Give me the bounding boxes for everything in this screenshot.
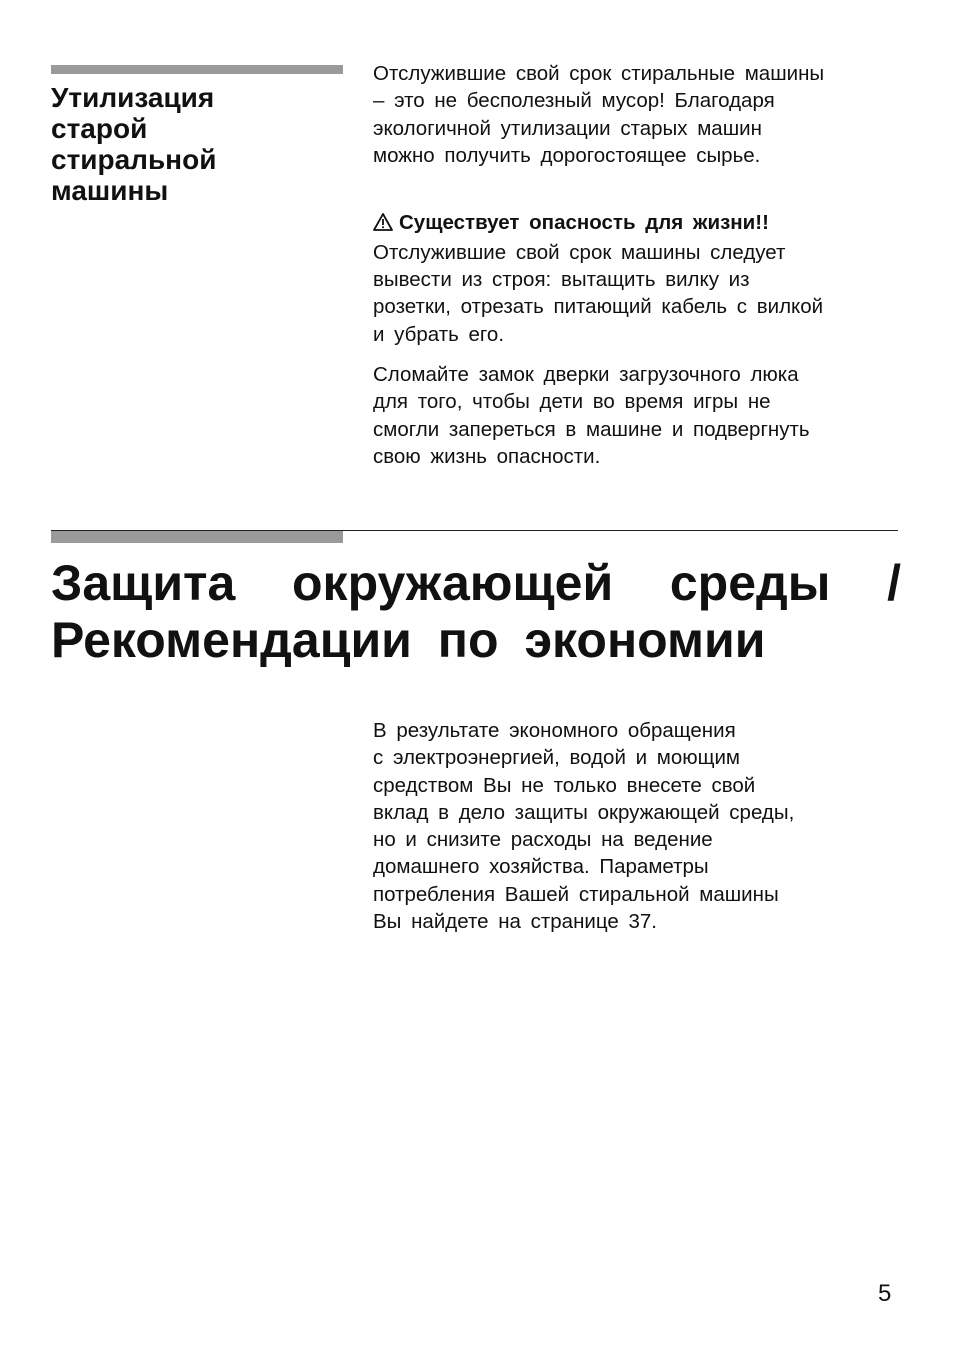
warning-triangle-icon bbox=[373, 211, 393, 238]
environment-body bbox=[373, 717, 903, 935]
page-number: 5 bbox=[878, 1280, 892, 1307]
environment-title bbox=[51, 555, 901, 669]
environment-title-line-1: Защита окружающей среды / bbox=[51, 555, 901, 611]
warning-text: Отслужившие свой срок машины следует вывести из строя: вытащить вилку из розетки, отрезать питающий кабель с вилкой и убрать его. bbox=[373, 240, 824, 346]
disposal-paragraph-3: Сломайте замок дверки загрузочного люка для того, чтобы дети во время игры не смогли запереться в машине и подвергнуть свою жизнь опасности. bbox=[373, 362, 810, 468]
disposal-paragraph-1: Отслужившие свой срок стиральные машины – это не бесполезный мусор! Благодаря экологичной утилизации старых машин можно получить дорогостоящее сырье. bbox=[373, 62, 825, 167]
environment-title-line-2: Рекомендации по экономии bbox=[51, 612, 766, 668]
disposal-body bbox=[373, 60, 903, 470]
section-divider-bar bbox=[51, 65, 343, 74]
environment-paragraph: В результате экономного обращения с электроэнергией, водой и моющим средством Вы не только внесете свой вклад в дело защиты окружающей среды, но и снизите расходы на ведение домашнего хозяйства. Параметры потребления Вашей стиральной машины Вы найдете на странице 37. bbox=[373, 719, 795, 934]
warning-heading bbox=[373, 209, 903, 238]
warning-block bbox=[373, 182, 903, 348]
disposal-heading: Утилизация старой стиральной машины bbox=[51, 82, 217, 206]
warning-title: Существует опасность для жизни!! bbox=[399, 211, 769, 235]
section-divider-bar-2 bbox=[51, 531, 343, 543]
